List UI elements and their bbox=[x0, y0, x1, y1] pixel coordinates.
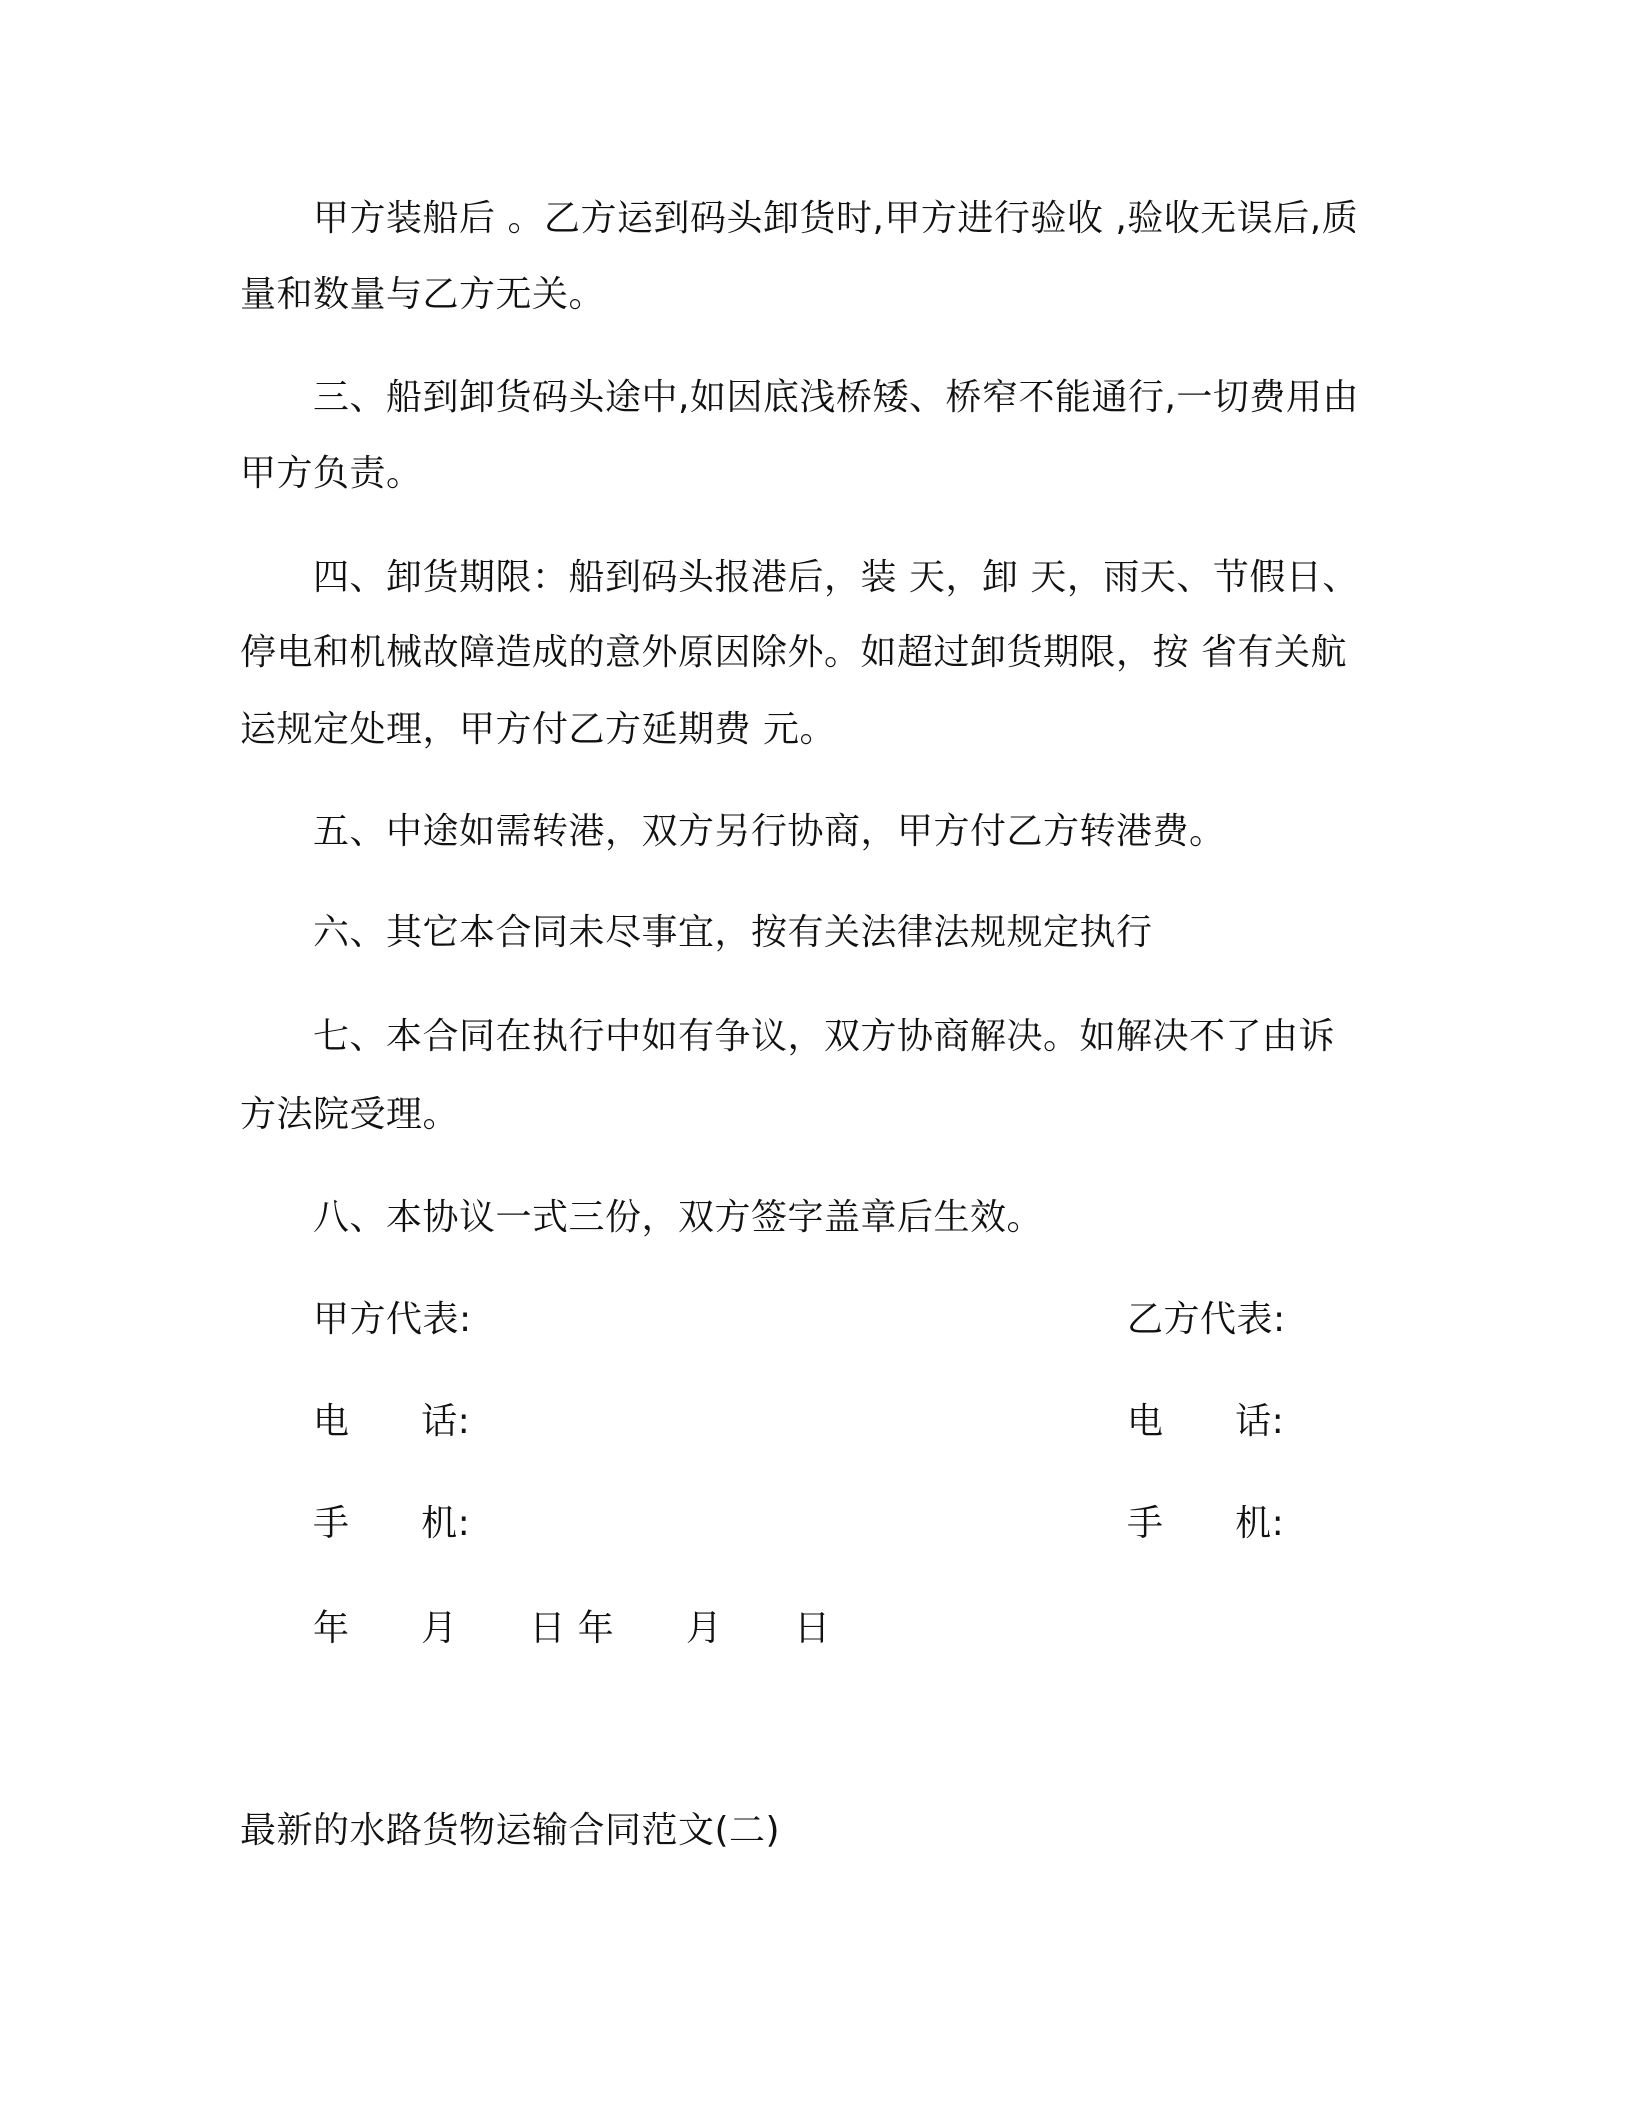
paragraph-3-line-2: 停电和机械故障造成的意外原因除外。如超过卸货期限，按 省有关航 bbox=[240, 632, 1347, 673]
paragraph-2-line-1: 三、船到卸货码头途中,如因底浅桥矮、桥窄不能通行,一切费用由 bbox=[313, 377, 1359, 418]
party-b-phone-label: 电 话: bbox=[1127, 1401, 1285, 1442]
party-b-representative-label: 乙方代表: bbox=[1127, 1299, 1286, 1340]
paragraph-3-line-1: 四、卸货期限：船到码头报港后，装 天，卸 天，雨天、节假日、 bbox=[313, 557, 1359, 598]
next-section-title: 最新的水路货物运输合同范文(二) bbox=[240, 1810, 781, 1851]
party-a-phone-label: 电 话: bbox=[313, 1401, 471, 1442]
paragraph-6-line-1: 七、本合同在执行中如有争议，双方协商解决。如解决不了由诉 bbox=[313, 1016, 1336, 1057]
party-b-mobile-label: 手 机: bbox=[1127, 1503, 1285, 1544]
paragraph-2-line-2: 甲方负责。 bbox=[240, 453, 423, 494]
party-a-mobile-label: 手 机: bbox=[313, 1503, 471, 1544]
paragraph-7-line-1: 八、本协议一式三份，双方签字盖章后生效。 bbox=[313, 1197, 1044, 1238]
paragraph-4-line-1: 五、中途如需转港，双方另行协商，甲方付乙方转港费。 bbox=[313, 811, 1226, 852]
paragraph-1-line-1: 甲方装船后 。乙方运到码头卸货时,甲方进行验收 ,验收无误后,质 bbox=[313, 198, 1359, 239]
paragraph-1-line-2: 量和数量与乙方无关。 bbox=[240, 274, 606, 315]
party-a-representative-label: 甲方代表: bbox=[313, 1299, 472, 1340]
paragraph-5-line-1: 六、其它本合同未尽事宜，按有关法律法规规定执行 bbox=[313, 912, 1153, 953]
paragraph-3-line-3: 运规定处理，甲方付乙方延期费 元。 bbox=[240, 709, 836, 750]
paragraph-6-line-2: 方法院受理。 bbox=[240, 1094, 460, 1135]
date-line: 年 月 日 年 月 日 bbox=[313, 1608, 831, 1649]
